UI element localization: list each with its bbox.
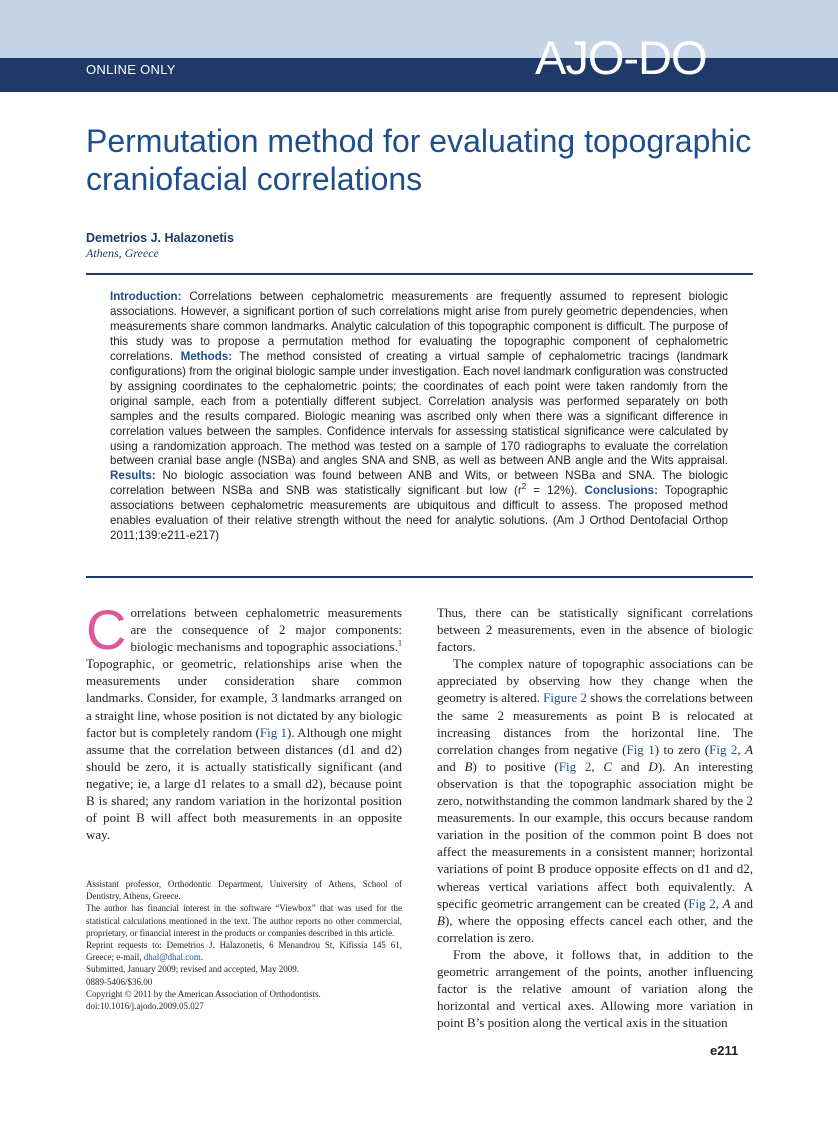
body-text: The complex nature of topographic associations can be appreciated by observing how they change when the geometry is altered. <box>437 656 753 706</box>
panel-letter: D <box>648 758 658 774</box>
abstract-conclusions-label: Conclusions: <box>584 484 658 498</box>
figure-link-figure2[interactable]: Figure 2 <box>543 690 587 706</box>
body-paragraph: Thus, there can be statistically significant correlations between 2 measurements, even in the absence of biologic factors. <box>437 605 753 655</box>
abstract-results-label: Results: <box>110 469 156 483</box>
body-paragraph: From the above, it follows that, in addition to the geometric arrangement of the points, another influencing factor is the relative amount of variation along the horizontal and vertical axes. Allowing more variation in point B’s position along the vertical axis in the situation <box>437 946 753 1031</box>
body-paragraph <box>86 598 402 843</box>
panel-letter: B <box>464 758 473 774</box>
footnote-doi: doi:10.1016/j.ajodo.2009.05.027 <box>86 1001 204 1012</box>
panel-letter: A <box>722 895 731 911</box>
body-text: ). Although one might assume that the correlation between distances (d1 and d2) should be zero, it is actually statistically significant (and negative; ie, a large d1 relates to a small d2), because point B is shared; any random variation in the horizontal position of point B will affect both measurements in an opposite way. <box>86 724 402 843</box>
abstract-methods-label: Methods: <box>180 349 233 363</box>
abstract-bottom-rule <box>86 576 753 578</box>
panel-letter: C <box>603 758 613 774</box>
figure-link-fig1[interactable]: Fig 1 <box>626 741 655 757</box>
article-title: Permutation method for evaluating topographic craniofacial correlations <box>86 123 752 197</box>
footnote-reprint <box>86 939 402 963</box>
abstract-results-cont: = 12%). <box>526 484 585 498</box>
author-affiliation: Athens, Greece <box>86 246 159 260</box>
panel-letter: B <box>437 912 445 928</box>
body-column-right <box>437 604 753 1031</box>
figure-link-fig2[interactable]: Fig 2 <box>688 895 716 911</box>
figure-link-fig2[interactable]: Fig 2 <box>709 741 738 757</box>
footnote-affiliation: Assistant professor, Orthodontic Department, University of Athens, School of Dentistry, Athens, Greece. <box>86 879 402 902</box>
body-text: orrelations between cephalometric measurements are the consequence of 2 major components: biologic mechanisms and topographic associations. <box>130 605 402 655</box>
abstract <box>110 290 728 544</box>
footnote-text: Reprint requests to: Demetrios J. Halazonetis, 6 Menandrou St, Kifissia 145 61, Greece; e-mail, <box>86 940 402 963</box>
body-text: ) to zero ( <box>654 741 710 757</box>
panel-letter: A <box>745 741 754 757</box>
reference-superscript[interactable]: 1 <box>398 638 402 648</box>
body-text: , <box>591 758 604 774</box>
header-top-band <box>0 0 838 58</box>
footnote-submitted: Submitted, January 2009; revised and accepted, May 2009. <box>86 964 299 975</box>
figure-link-fig2[interactable]: Fig 2 <box>558 758 592 774</box>
body-text: , <box>715 895 723 911</box>
abstract-introduction-label: Introduction: <box>110 290 182 303</box>
drop-cap: C <box>86 598 127 661</box>
body-text: , <box>737 741 746 757</box>
footnote-copyright: Copyright © 2011 by the American Association of Orthodontists. <box>86 988 321 999</box>
body-text: and <box>730 895 753 911</box>
abstract-results-superscript: 2 <box>521 482 527 492</box>
body-text: ) to positive ( <box>472 758 559 774</box>
body-text: and <box>437 758 465 774</box>
footnote-text: . <box>200 952 203 963</box>
author-name: Demetrios J. Halazonetis <box>86 231 234 245</box>
body-text: ). An interesting observation is that the topographic association might be zero, notwithstanding the common landmark shared by the 2 measurements. In our example, this occurs because random variation in the position of the common point B does not affect the measurements in a consistent manner; horizontal variations of point B produce opposite effects on d1 and d2, whereas vertical variations affect both equivalently. A specific geometric arrangement can be created ( <box>437 758 753 911</box>
footnotes <box>86 878 402 1012</box>
body-text: Topographic, or geometric, relationships arise when the measurements under consideration share common landmarks. Consider, for example, 3 landmarks arranged on a straight line, whose position is not dictated by any biologic factor but is completely random ( <box>86 656 402 740</box>
abstract-top-rule <box>86 273 753 275</box>
figure-link-fig1[interactable]: Fig 1 <box>259 724 288 740</box>
online-only-label: ONLINE ONLY <box>86 62 176 77</box>
page-number: e211 <box>710 1043 739 1058</box>
abstract-methods: The method consisted of creating a virtual sample of cephalometric tracings (landmark configurations) from the original biologic sample under investigation. Each novel landmark configuration was constructed by assigning coordinates to the cephalometric points; the coordinates of each point were taken randomly from the original sample, each from a potentially different subject. Correlation analysis was performed separately on both samples and the results compared. Biologic meaning was ascribed only when there was a significant difference in correlation values between the samples. Confidence intervals for assessing statistical significance were calculated by using a randomization approach. The method was tested on a sample of 170 radiographs to evaluate the correlation between cranial base angle (NSBa) and angles SNA and SNB, as well as between ANB angle and the Wits appraisal. <box>110 349 728 468</box>
email-link[interactable]: dhal@dhal.com <box>143 952 201 963</box>
body-paragraph <box>437 655 753 946</box>
abstract-results: No biologic association was found between ANB and Wits, or between NSBa and SNA. The biologic correlation between NSBa and SNB was statistically significant but low (r <box>110 469 728 498</box>
footnote-issn: 0889-5406/$36.00 <box>86 976 153 987</box>
footnote-disclosure: The author has financial interest in the software “Viewbox” that was used for the statistical calculations mentioned in the text. The author reports no other commercial, proprietary, or financial interest in the products or companies described in this article. <box>86 903 402 938</box>
body-text: ), where the opposing effects cancel each other, and the correlation is zero. <box>437 912 753 945</box>
body-column-left <box>86 598 402 843</box>
abstract-introduction: Correlations between cephalometric measurements are frequently assumed to represent biologic associations. However, a significant portion of such correlations might arise from purely geometric dependencies, when measurements share common landmarks. Analytic calculation of this topographic component is difficult. The purpose of this study was to propose a permutation method for evaluating the topographic component of cephalometric correlations. <box>110 290 728 363</box>
body-text: and <box>612 758 649 774</box>
body-text: shows the correlations between the same 2 measurements as point B is relocated at increasing distances from the horizontal line. The correlation changes from negative ( <box>437 690 753 757</box>
abstract-conclusions: Topographic associations between cephalometric measurements are ubiquitous and difficult to assess. The proposed method enables evaluation of their relative strength without the need for analytic solutions. (Am J Orthod Dentofacial Orthop 2011;139:e211-e217) <box>110 484 728 543</box>
journal-logo: AJO-DO <box>535 31 707 84</box>
